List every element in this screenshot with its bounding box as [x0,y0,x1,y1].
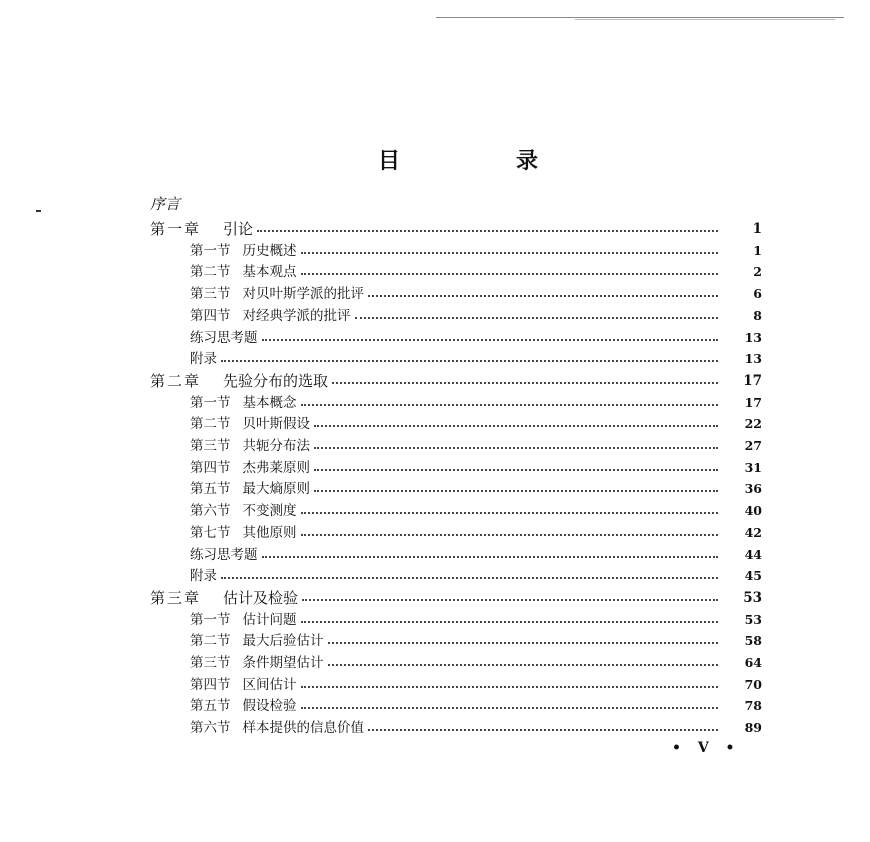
toc-dot-leader [221,577,718,579]
toc-page-number: 44 [744,546,762,562]
toc-section-row [190,610,762,630]
toc-dot-leader [332,382,718,384]
toc-section-row [190,241,762,261]
toc-section-row [190,545,762,565]
page-number-mark: • V • [672,740,741,756]
toc-entry-heading [190,306,351,326]
toc-entry-title: 假设检验 [242,698,297,715]
toc-dot-leader [257,230,718,232]
toc-dot-leader [301,512,719,514]
toc-entry-heading [150,371,328,391]
toc-entry-number: 第六节 [190,720,231,737]
toc-page-number: 70 [744,676,762,692]
toc-entry-number: 第二节 [190,416,231,433]
toc-dot-leader [368,729,718,731]
toc-entry-title: 贝叶斯假设 [242,416,310,433]
toc-section-row [190,393,762,413]
toc-page-number: 27 [744,438,762,453]
toc-entry-title: 估计及检验 [223,588,299,607]
toc-page-number: 31 [744,459,762,475]
toc-dot-leader [301,686,719,688]
title-char-1: 目 [378,147,401,174]
toc-dot-leader [301,707,719,709]
toc-page-number: 78 [744,698,762,714]
toc-entry-heading [190,241,297,261]
toc-entry-heading [190,545,258,565]
toc-entry-title: 基本观点 [242,264,297,281]
toc-entry-number: 第一章 [150,220,202,238]
toc-entry-heading [190,523,297,543]
toc-page-number: 1 [752,221,762,237]
toc-entry-number: 第三章 [150,588,202,607]
toc-page-number: 17 [744,394,762,410]
toc-dot-leader [262,339,719,341]
toc-entry-heading [190,566,217,586]
toc-entry-number: 第四节 [190,676,231,693]
toc-section-row [190,284,762,304]
title-char-2: 录 [515,147,538,174]
toc-page-number: 45 [744,568,762,584]
toc-section-row [190,262,762,282]
toc-dot-leader [314,425,718,427]
toc-entry-number: 第四节 [190,459,231,476]
toc-entry-number: 第一节 [190,611,231,628]
toc-dot-leader [314,490,718,492]
toc-section-row [190,653,762,673]
toc-entry-title: 区间估计 [242,676,297,693]
toc-section-row [190,436,762,456]
toc-entry-number: 第三节 [190,655,231,671]
toc-dot-leader [262,556,719,558]
toc-dot-leader [368,295,718,297]
toc-page-number: 40 [744,503,762,519]
toc-page-number: 13 [744,329,762,345]
toc-entry-title: 样本提供的信息价值 [242,720,364,737]
toc-dot-leader [301,273,719,275]
toc-entry-title: 杰弗莱原则 [242,459,310,476]
toc-entry-heading [150,588,298,608]
toc-entry-title: 条件期望估计 [242,655,324,671]
toc-dot-leader [301,534,719,536]
toc-entry-heading [150,219,253,239]
toc-entry-heading [190,349,217,369]
toc-page-number: 53 [743,589,762,606]
toc-entry-number: 第一节 [190,394,231,411]
toc-page-number: 17 [743,372,762,389]
toc-entry-heading [190,284,364,304]
toc-entry-number: 第二章 [150,371,202,390]
toc-entry-number: 第三节 [190,286,231,303]
toc-entry-title: 对贝叶斯学派的批评 [242,286,364,303]
toc-entry-heading [190,675,297,695]
toc-dot-leader [314,469,718,471]
toc-entry-number: 第三节 [190,438,231,454]
toc-page-number: 42 [744,524,762,540]
toc-entry-heading [190,501,297,521]
toc-page-number: 22 [744,416,762,432]
toc-section-row [190,479,762,499]
toc-section-row [190,718,762,738]
toc-page-number: 1 [753,242,762,258]
toc-chapter-row [150,371,762,391]
toc-dot-leader [355,317,719,319]
toc-page-number: 64 [744,655,762,670]
toc-section-row [190,458,762,478]
toc-chapter-row [150,588,762,608]
toc-dot-leader [301,404,719,406]
toc-entry-number: 第二节 [190,264,231,281]
toc-section-row [190,501,762,521]
toc-entry-title: 先验分布的选取 [223,371,329,390]
toc-entry-title: 练习思考题 [190,546,258,563]
toc-page-number: 89 [744,720,762,736]
toc-entry-number: 第一节 [190,242,231,259]
toc-entry-title: 最大熵原则 [242,481,310,498]
toc-dot-leader [314,447,718,449]
toc-entry-number: 第五节 [190,481,231,498]
toc-dot-leader [302,599,718,601]
toc-entry-number: 第四节 [190,307,231,324]
toc-section-row [190,696,762,716]
toc-entry-heading [190,479,310,499]
toc-entry-heading [190,458,310,478]
toc-entry-title: 附录 [190,568,217,585]
toc-dot-leader [328,642,719,644]
toc-section-row [190,414,762,434]
toc-entry-heading [190,262,297,282]
toc-entry-title: 共轭分布法 [242,438,310,454]
toc-entry-title: 其他原则 [242,524,297,541]
toc-preface: 序言 [150,195,181,213]
toc-entry-heading [190,653,324,673]
toc-entry-heading [190,718,364,738]
toc-entry-title: 附录 [190,351,217,368]
toc-entry-number: 第六节 [190,503,231,520]
toc-entry-heading [190,631,324,651]
toc-section-row [190,566,762,586]
toc-section-row [190,349,762,369]
toc-dot-leader [301,252,719,254]
toc-entry-heading [190,393,297,413]
toc-entry-title: 练习思考题 [190,329,258,346]
toc-page-number: 36 [744,481,762,497]
toc-entry-heading [190,436,310,456]
toc-section-row [190,306,762,326]
toc-page-number: 6 [753,286,762,302]
toc-entry-number: 第七节 [190,524,231,541]
toc-entry-title: 引论 [223,220,254,238]
toc-entry-title: 对经典学派的批评 [242,307,351,324]
toc-dot-leader [328,664,719,666]
toc-entry-heading [190,328,258,348]
toc-entry-number: 第五节 [190,698,231,715]
toc-dot-leader [301,621,719,623]
toc-page-number: 2 [753,264,762,280]
toc-entry-title: 估计问题 [242,611,297,628]
toc-entry-heading [190,414,310,434]
toc-dot-leader [221,360,718,362]
toc-entry-heading [190,696,297,716]
toc-entry-title: 最大后验估计 [242,633,324,650]
toc-page-number: 53 [744,611,762,627]
toc-chapter-row [150,219,762,239]
toc-section-row [190,328,762,348]
toc-entry-title: 不变测度 [242,503,297,520]
toc-page-number: 13 [744,351,762,367]
toc-entry-title: 历史概述 [242,242,297,259]
toc-entry-title: 基本概念 [242,394,297,411]
toc-section-row [190,675,762,695]
toc-entry-number: 第二节 [190,633,231,650]
toc-section-row [190,523,762,543]
toc-entry-heading [190,610,297,630]
toc-page-number: 8 [753,307,762,323]
toc-page-number: 58 [744,633,762,649]
toc-section-row [190,631,762,651]
